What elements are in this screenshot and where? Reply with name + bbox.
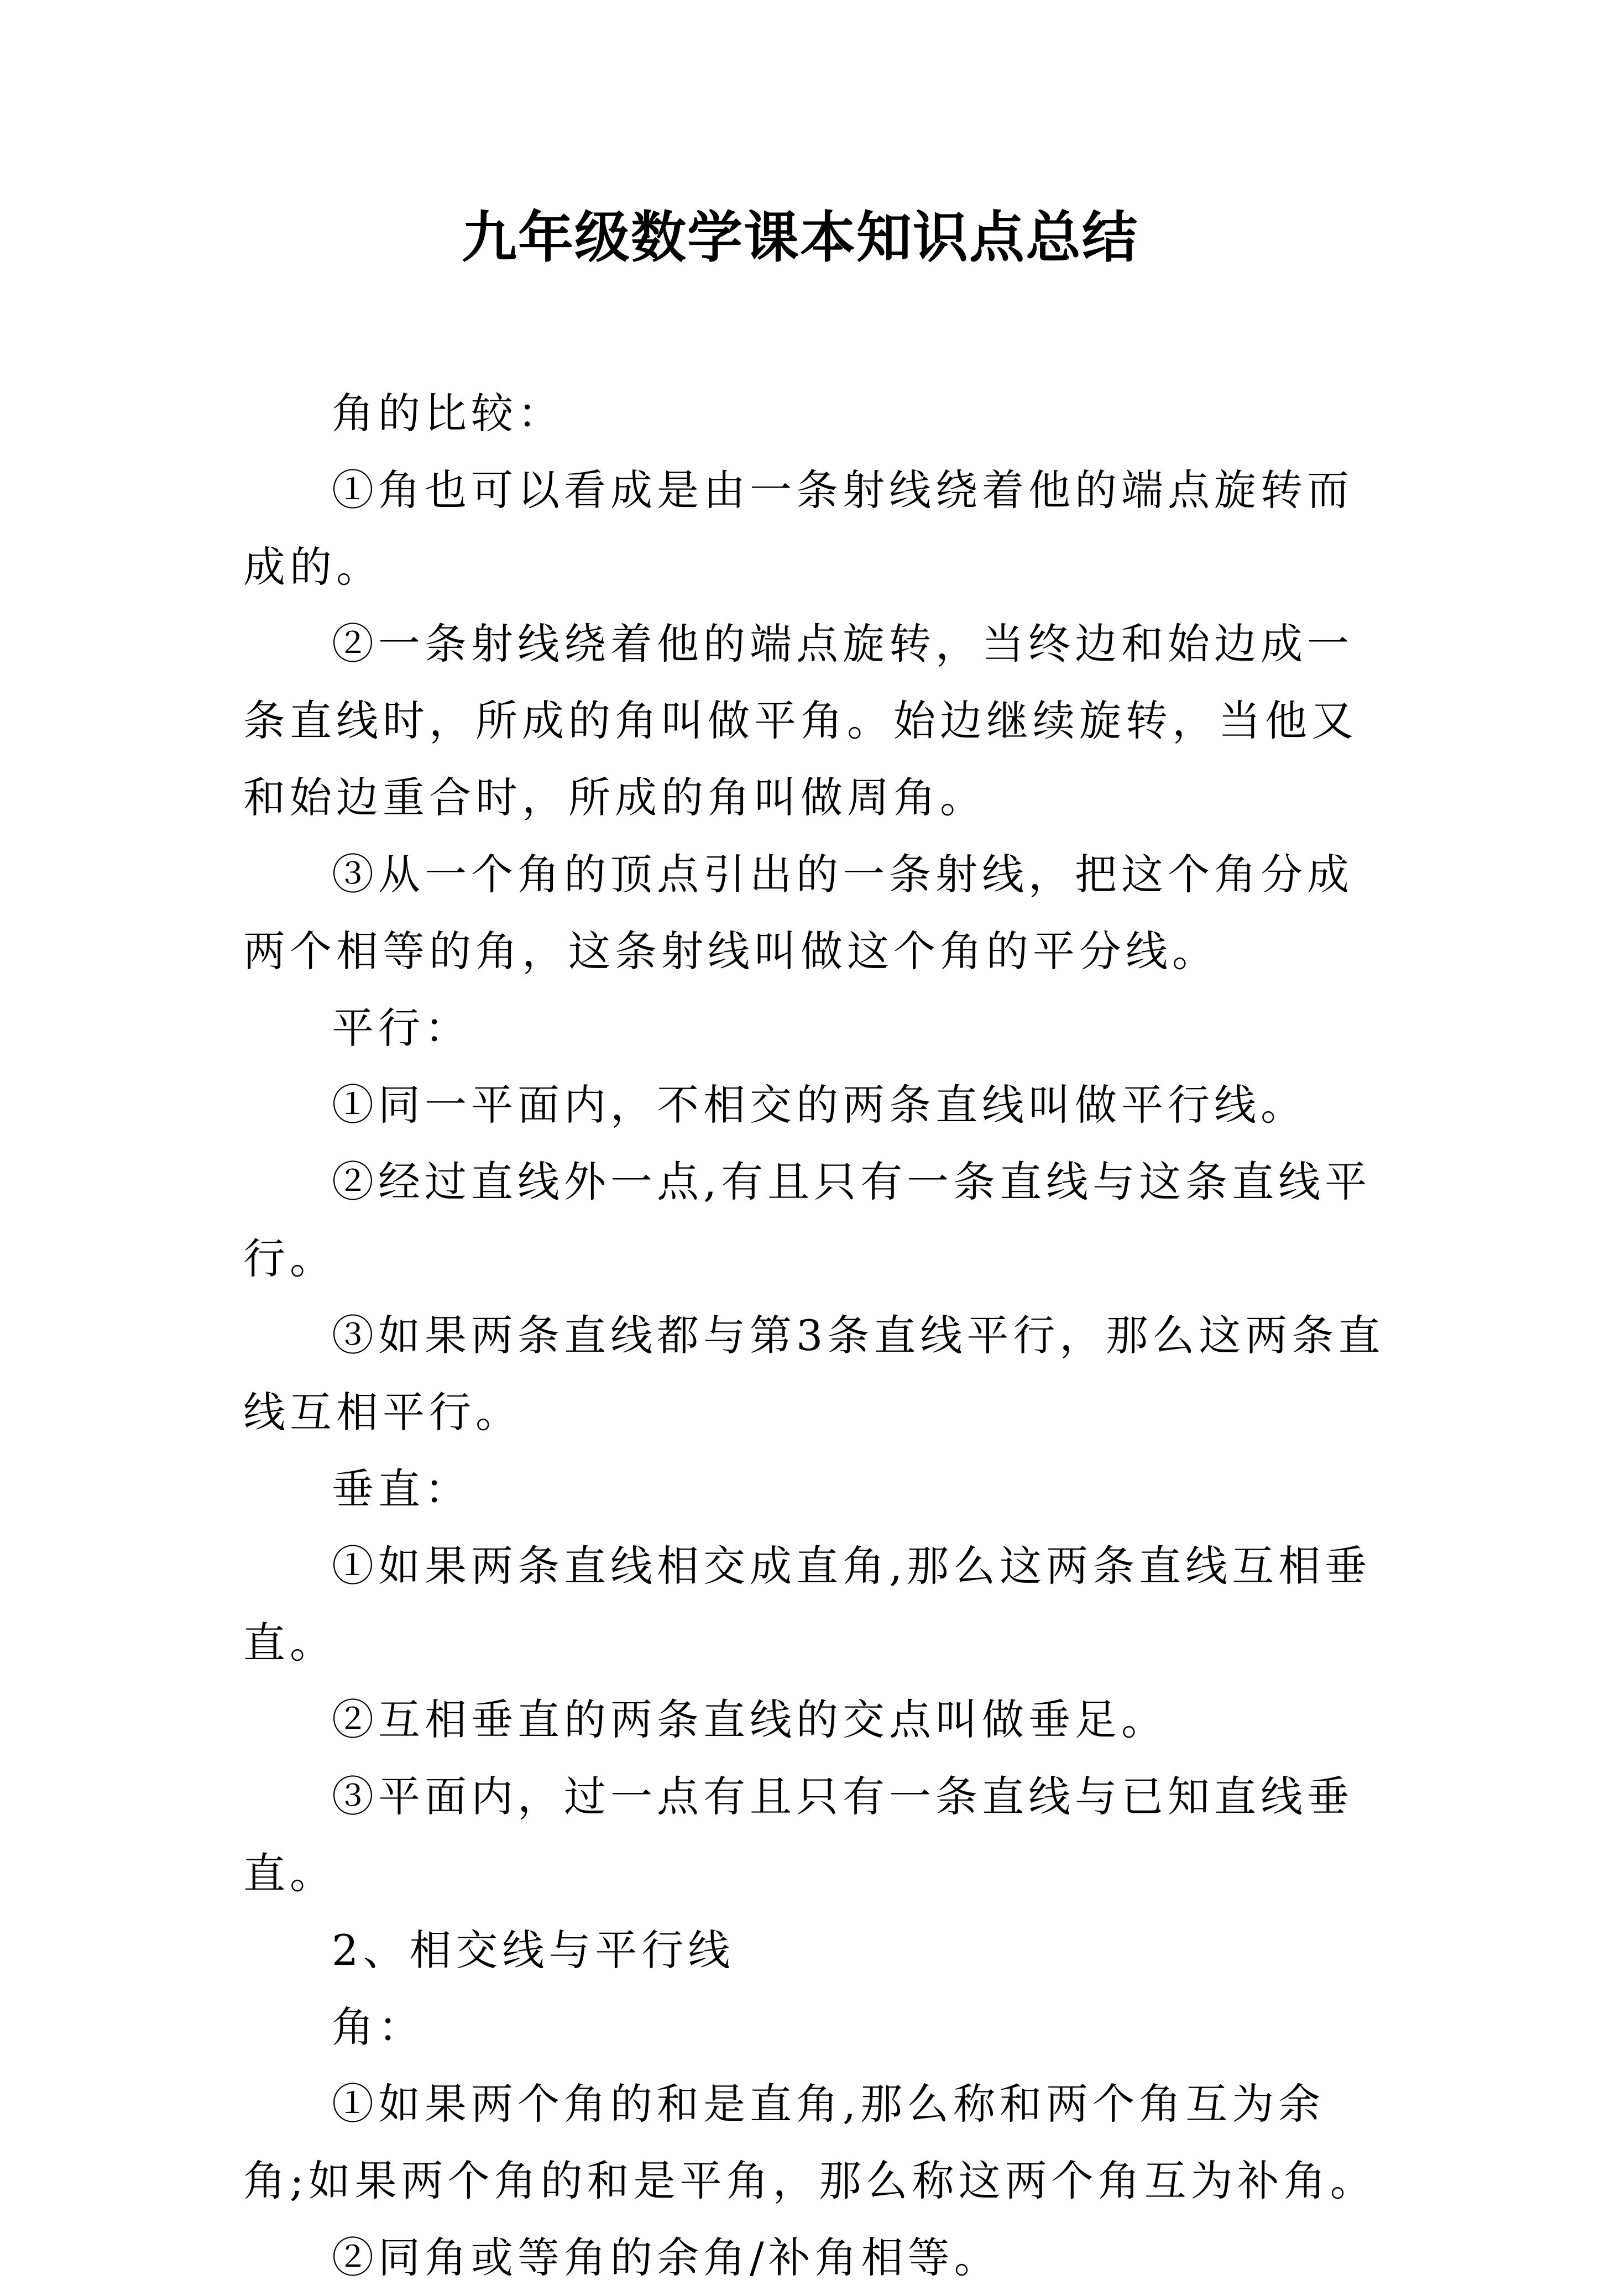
document-body <box>243 375 1385 2296</box>
paragraph-equal-complements: ②同角或等角的余角/补角相等。 <box>332 2233 1001 2282</box>
paragraph-section-intersecting-parallel: 2、相交线与平行线 <box>332 1926 735 1975</box>
paragraph-parallel-transitive: ③如果两条直线都与第3条直线平行，那么这两条直线互相平行。 <box>243 1311 1385 1437</box>
paragraph-angle-comparison-heading: 角的比较： <box>332 389 564 438</box>
paragraph-parallel-heading: 平行： <box>332 1003 471 1053</box>
paragraph-unique-perpendicular: ③平面内，过一点有且只有一条直线与已知直线垂直。 <box>243 1772 1353 1898</box>
paragraph-parallel-definition: ①同一平面内，不相交的两条直线叫做平行线。 <box>332 1080 1307 1129</box>
paragraph-foot-of-perpendicular: ②互相垂直的两条直线的交点叫做垂足。 <box>332 1695 1168 1744</box>
paragraph-perpendicular-definition: ①如果两条直线相交成直角,那么这两条直线互相垂直。 <box>243 1541 1372 1667</box>
paragraph-complementary-supplementary: ①如果两个角的和是直角,那么称和两个角互为余角;如果两个角的和是平角，那么称这两个角互为补角。 <box>243 2079 1377 2205</box>
paragraph-angle-rotation: ①角也可以看成是由一条射线绕着他的端点旋转而成的。 <box>243 466 1353 592</box>
paragraph-straight-and-full-angle: ②一条射线绕着他的端点旋转，当终边和始边成一条直线时，所成的角叫做平角。始边继续旋转，当他又和始边重合时，所成的角叫做周角。 <box>243 619 1358 822</box>
paragraph-parallel-postulate: ②经过直线外一点,有且只有一条直线与这条直线平行。 <box>243 1157 1372 1283</box>
paragraph-angle-bisector: ③从一个角的顶点引出的一条射线，把这个角分成两个相等的角，这条射线叫做这个角的平分线。 <box>243 850 1353 976</box>
paragraph-angle-heading: 角： <box>332 2002 425 2052</box>
document-title: 九年级数学课本知识点总结 <box>462 205 1138 270</box>
paragraph-perpendicular-heading: 垂直： <box>332 1465 471 1514</box>
